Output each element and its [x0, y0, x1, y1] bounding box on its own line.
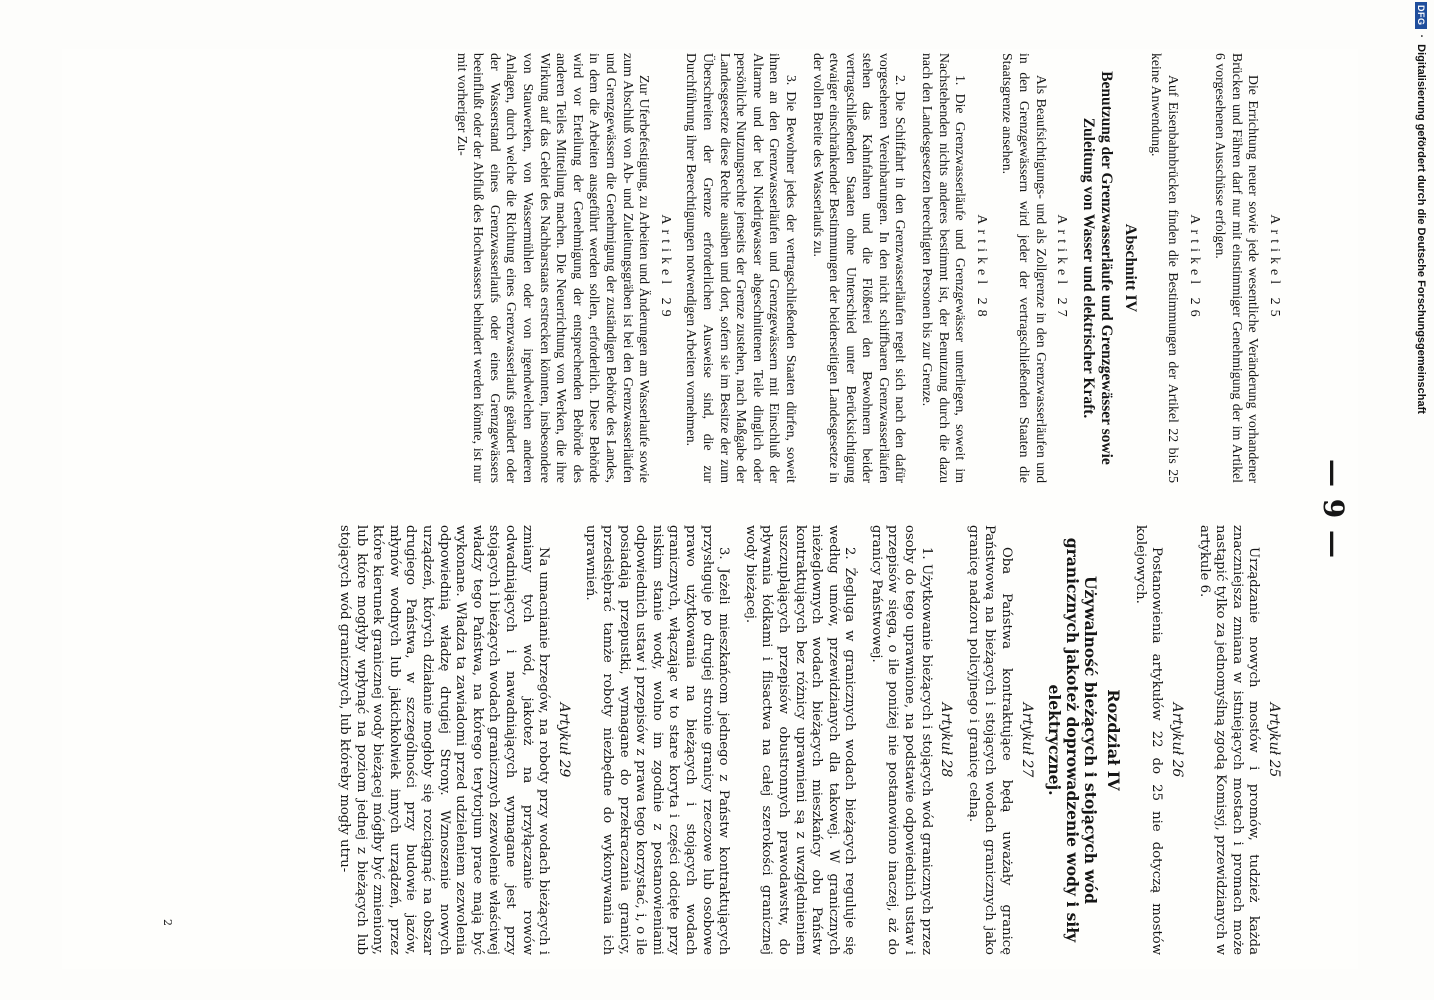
polish-column [132, 525, 1282, 955]
polish-article-28-para-2: 2. Żegluga w granicznych wodach bieżących reguluje się według umów, przewidzianych dla takowej. W granicznych nieżeglownych wodach bieżących mieszkańcy obu Państw kontraktujących bez różnicy uprawnieni są z uwzględnieniem uszczuplających przepisów obustronnych prawodawstw, do pływania łódkami i flisactwa na całej szerokości granicznej wody bieżącej. [742, 525, 858, 955]
german-chapter-title: Abschnitt IV [1121, 223, 1139, 313]
german-article-28-title: Artikel 28 [973, 214, 989, 322]
polish-article-27-text: Oba Państwa kontraktujące będą uważały granicę Państwową na bieżących i stojących wodach granicznych jako granicę nadzoru policyjnego i granicę celną. [965, 525, 1015, 955]
german-article-26-text: Auf Eisenbahnbrücken finden die Bestimmungen der Artikel 22 bis 25 keine Anwendung. [1149, 53, 1182, 483]
polish-article-25-title: Artykuł 25 [1266, 702, 1282, 778]
page-number: — 9 — [1317, 459, 1350, 559]
polish-article-28-para-3: 3. Jeżeli mieszkańcom jednego z Państw kontraktujących przysługuje po drugiej stronie granicy rzeczowe lub osobowe prawo użytkowania na bieżących i stojących wodach granicznych, włączając w to stare koryta i części odcięte przy niskim stanie wody, wolno im zgodnie z postanowieniami odpowiednich ustaw i przepisów z prawa tego korzystać, i, o ile posiadają przepustki, wymagane do przekraczania granicy, przedsiębrać tamże roboty niezbędne do wykonywania ich uprawnień. [583, 525, 732, 955]
german-article-25-text: Die Errichtung neuer sowie jede wesentliche Veränderung vorhandener Brücken und Fähren darf nur mit einstimmiger Genehmigung der im Artikel 6 vorgesehenen Ausschüsse erfolgen. [1213, 53, 1262, 483]
german-article-28-para-2: 2. Die Schiffahrt in den Grenzwasserläufen regelt sich nach den dafür vorgesehenen Vereinbarungen. In den nicht schiffbaren Grenzwasserläufen stehen das Kahnfahren und die Flößerei den Bewohnern beider vertragschließenden Staaten ohne Unterschied unter Berücksichtigung etwaiger einschränkender Bestimmungen der beiderseitigen Landesgesetze in der vollen Breite des Wasserlaufs zu. [810, 53, 909, 483]
german-chapter-subtitle: Benutzung der Grenzwasserläufe und Grenzgewässer sowie Zuleitung von Wasser und elektrischer Kraft. [1080, 71, 1116, 465]
polish-article-25-text: Urządzanie nowych mostów i promów, tudzież każda znaczniejsza zmiana w istniejących mostach i promach może nastąpić tylko za jednomyślną zgodą Komisyj, przewidzianych w artykule 6. [1196, 525, 1262, 955]
polish-article-28-title: Artykuł 28 [938, 702, 955, 778]
separator: · [1415, 34, 1427, 39]
german-column [132, 53, 1282, 483]
polish-article-29-text: Na umacnianie brzegów, na roboty przy wodach bieżących i zmiany tych wód, jakoteż na przyłączanie rowów odwadniających i nawadniających wymagane jest przy stojących i bieżących wodach granicznych zezwolenie właściwej władzy tego Państwa, na którego terytorjum prace mają być wykonane. Władza ta zawiadomi przed udzieleniem zezwolenia odpowiednią władzę drugiej Strony. Wznoszenie nowych urządzeń, których działanie mogłoby się rozciągnąć na obszar drugiego Państwa, w szczególności przy budowie jazów, młynów wodnych lub jakichkolwiek innych urządzeń, przez które kierunek granicznej wody bieżącej mógłby być zmieniony, lub które mogłyby wpłynąć na poziom jednej z bieżących lub stojących wód granicznych, lub któreby mogły utru- [337, 525, 552, 955]
digitization-note [1410, 2, 1432, 998]
german-article-27-title: Artikel 27 [1054, 214, 1070, 322]
polish-article-28-para-1: 1. Użytkowanie bieżących i stojących wód granicznych przez osoby do tego uprawnione, na podstawie odpowiednich ustaw i przepisów sięga, o ile poniżej nie postanowiono inaczej, aż do granicy Państwowej. [868, 525, 934, 955]
polish-chapter-title: Rozdział IV [1104, 689, 1124, 791]
german-article-26-title: Artikel 26 [1186, 214, 1202, 322]
polish-article-26-text: Postanowienia artykułów 22 do 25 nie dotyczą mostów kolejowych. [1132, 525, 1165, 955]
polish-chapter-subtitle: Używalność bieżących i stojących wód granicznych jakotеż doprowadzenie wody i siły elektrycznej. [1044, 537, 1100, 943]
dfg-logo: DFG [1415, 2, 1427, 29]
german-article-29-title: Artikel 29 [657, 214, 673, 322]
german-article-25-title: Artikel 25 [1267, 214, 1282, 322]
polish-article-29-title: Artykuł 29 [555, 702, 572, 778]
digitization-credit: Digitalisierung gefördert durch die Deutsche Forschungsgemeinschaft [1415, 44, 1427, 414]
scanned-page [62, 49, 1358, 969]
german-article-29-text: Zur Uferbefestigung, zu Arbeiten und Änderungen am Wasserlaufe sowie zum Abschluß von Ab- und Zuleitungsgräben ist bei den Grenzwasserläufen und Grenzgewässern die Genehmigung der zuständigen Behörde des Landes, in dem die Arbeiten ausgeführt werden sollen, erforderlich. Diese Behörde wird vor Erteilung der Genehmigung der entsprechenden Behörde des anderen Teiles Mitteilung machen. Die Neuerrichtung von Werken, die ihre Wirkung auf das Gebiet des Nachbarstaats erstrecken könnten, insbesondere von Stauwerken, von Wassermühlen oder von irgendwelchen anderen Anlagen, durch welche die Richtung eines Grenzwasserlaufs geändert oder der Wasserstand eines Grenzwasserlaufs oder eines Grenzgewässers beeinflußt oder der Abfluß des Hochwassers behindert werden könnte, ist nur mit vorheriger Zu- [454, 53, 653, 483]
german-article-28-para-3: 3. Die Bewohner jedes der vertragschließenden Staaten dürfen, soweit ihnen an den Grenzwasserläufen und Grenzgewässern mit Einschluß der Altarme und der bei Niedrigwasser abgeschnittenen Teile dinglich oder persönliche Nutzungsrechte jenseits der Grenze zustehen, nach Maßgabe der Landesgesetze diese Rechte ausüben und dort, sofern sie im Besitze der zum Überschreiten der Grenze erforderlichen Ausweise sind, die zur Durchführung ihrer Berechtigungen notwendigen Arbeiten vornehmen. [684, 53, 799, 483]
signature-mark: 2 [161, 919, 174, 926]
polish-article-27-title: Artykuł 27 [1018, 702, 1035, 778]
rotated-content [62, 49, 1358, 969]
polish-article-26-title: Artykuł 26 [1169, 702, 1186, 778]
german-article-27-text: Als Beaufsichtigungs- und als Zollgrenze in den Grenzwasserläufen und in den Grenzgewässern wird jeder der vertragschließenden Staaten die Staatsgrenze ansehen. [1000, 53, 1049, 483]
german-article-28-para-1: 1. Die Grenzwasserläufe und Grenzgewässer unterliegen, soweit im Nachstehenden nichts anderes bestimmt ist, der Benutzung durch die dazu nach den Landesgesetzen berechtigten Personen bis zur Grenze. [920, 53, 969, 483]
